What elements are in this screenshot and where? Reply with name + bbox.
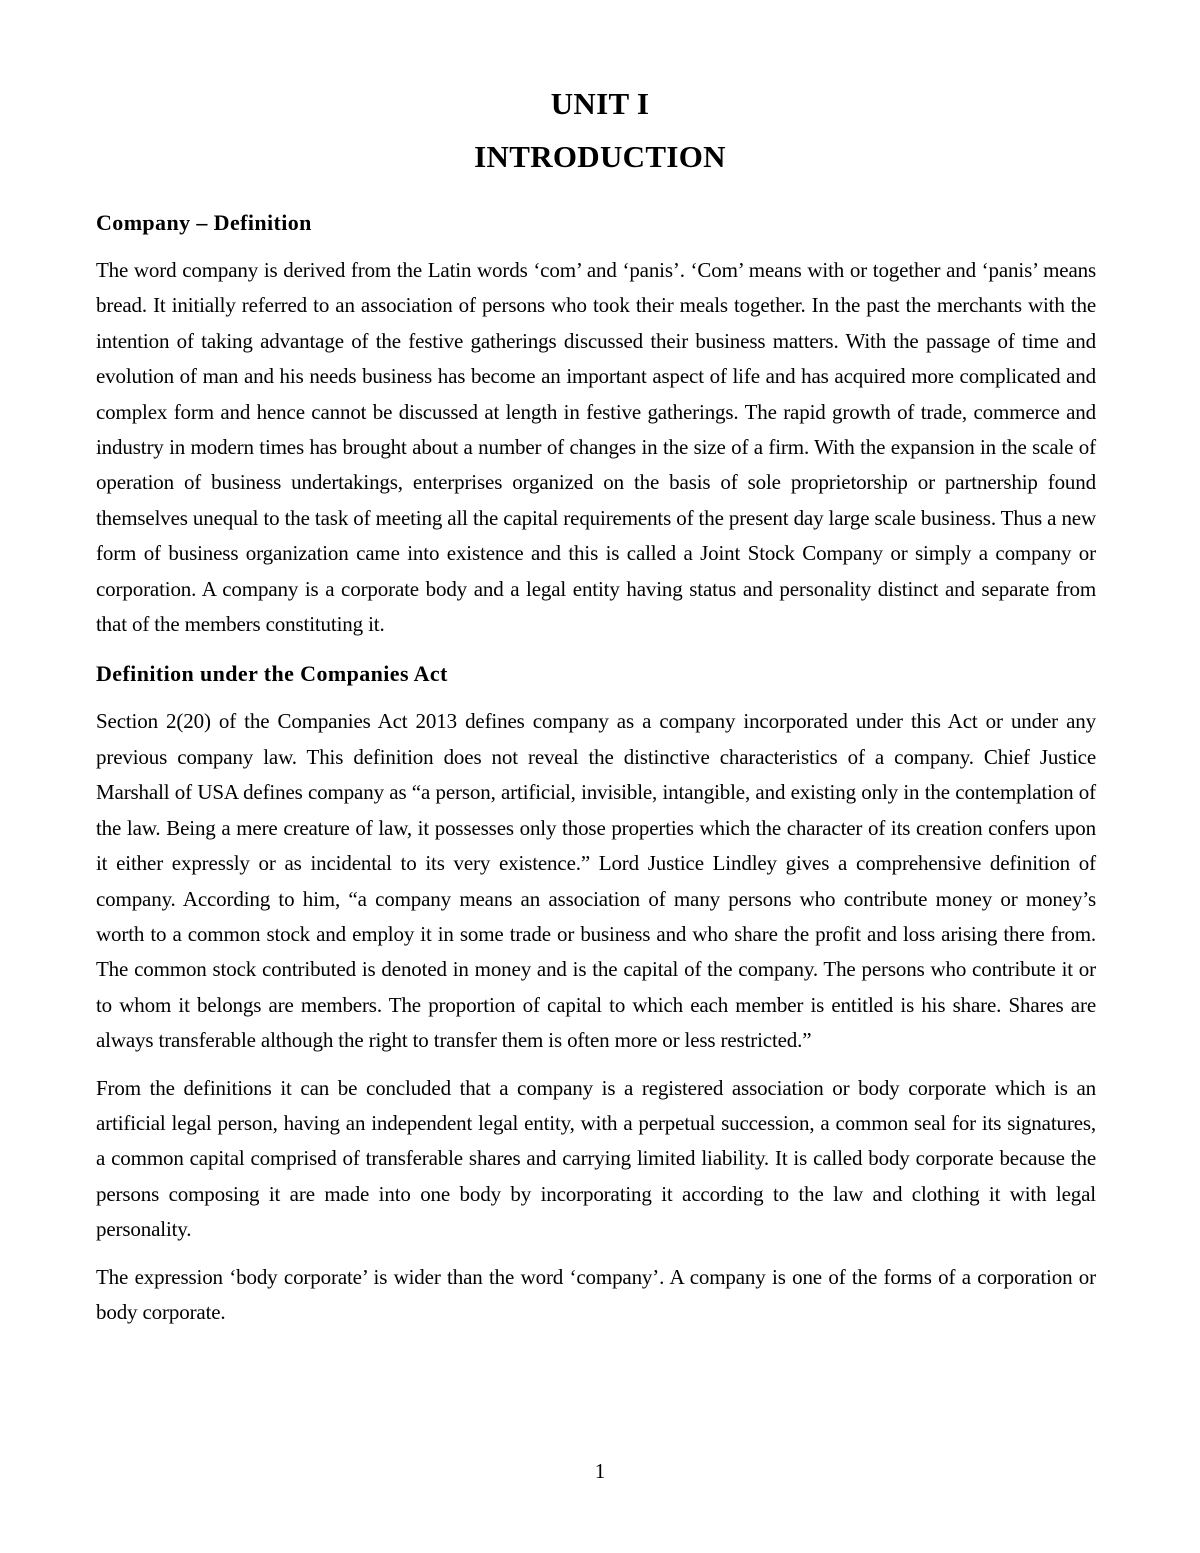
section-company-definition bbox=[96, 203, 1096, 642]
page-number: 1 bbox=[594, 1459, 606, 1483]
unit-heading: UNIT I bbox=[550, 86, 650, 121]
paragraph: The expression ‘body corporate’ is wider than the word ‘company’. A company is one of the forms of a corporation or body corporate. bbox=[96, 1264, 1096, 1324]
paragraph: Section 2(20) of the Companies Act 2013 defines company as a company incorporated under this Act or under any previous company law. This definition does not reveal the distinctive characteristics of a company. Chief Justice Marshall of USA defines company as “a person, artificial, invisible, intangible, and existing only in the contemplation of the law. Being a mere creature of law, it possesses only those properties which the character of its creation confers upon it either expressly or as incidental to its very existence.” Lord Justice Lindley gives a comprehensive definition of company. According to him, “a company means an association of many persons who contribute money or money’s worth to a common stock and employ it in some trade or business and who share the profit and loss arising there from. The common stock contributed is denoted in money and is the capital of the company. The persons who contribute it or to whom it belongs are members. The proportion of capital to which each member is entitled is his share. Shares are always transferable although the right to transfer them is often more or less restricted.” bbox=[96, 709, 1096, 1053]
chapter-title: INTRODUCTION bbox=[474, 139, 726, 174]
body-content bbox=[96, 203, 1096, 1342]
section-heading: Company – Definition bbox=[96, 210, 312, 235]
paragraph: From the definitions it can be concluded that a company is a registered association or body corporate which is an artificial legal person, having an independent legal entity, with a perpetual succession, a common seal for its signatures, a common capital comprised of transferable shares and carrying limited liability. It is called body corporate because the persons composing it are made into one body by incorporating it according to the law and clothing it with legal personality. bbox=[96, 1075, 1096, 1242]
section-companies-act-definition bbox=[96, 654, 1096, 1330]
section-heading: Definition under the Companies Act bbox=[96, 661, 448, 687]
paragraph: The word company is derived from the Latin words ‘com’ and ‘panis’. ‘Com’ means with or together and ‘panis’ means bread. It initially referred to an association of persons who took their meals together. In the past the merchants with the intention of taking advantage of the festive gatherings discussed their business matters. With the passage of time and evolution of man and his needs business has become an important aspect of life and has acquired more complicated and complex form and hence cannot be discussed at length in festive gatherings. The rapid growth of trade, commerce and industry in modern times has brought about a number of changes in the size of a firm. With the expansion in the scale of operation of business undertakings, enterprises organized on the basis of sole proprietorship or partnership found themselves unequal to the task of meeting all the capital requirements of the present day large scale business. Thus a new form of business organization came into existence and this is called a Joint Stock Company or simply a company or corporation. A company is a corporate body and a legal entity having status and personality distinct and separate from that of the members constituting it. bbox=[96, 258, 1096, 637]
